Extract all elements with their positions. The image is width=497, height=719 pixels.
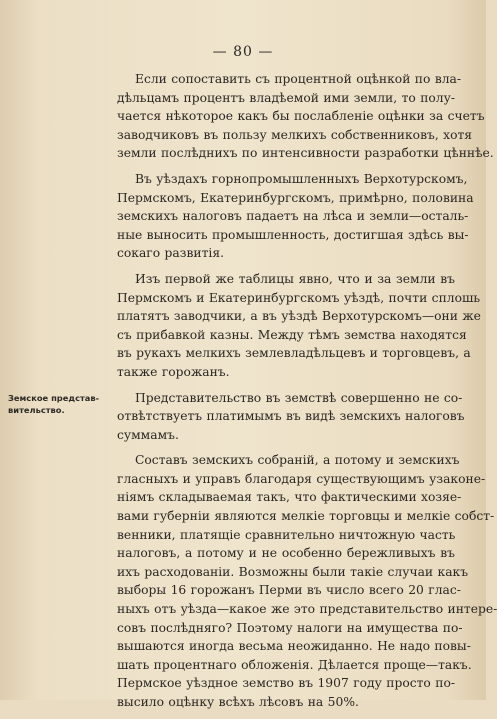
text-line: вами губерніи являются мелкіе торговцы и мелкіе собст- <box>117 509 495 524</box>
text-line: дѣльцамъ процентъ владѣемой ими земли, то полу- <box>117 90 455 105</box>
text-line: Представительство въ земствѣ совершенно не со- <box>135 390 463 405</box>
faint-stamp-mark <box>44 86 114 108</box>
text-line: Составъ земскихъ собраній, а потому и земскихъ <box>135 453 460 468</box>
text-line: Пермскомъ и Екатеринбургскомъ уѣздѣ, почти сплошь <box>117 290 481 305</box>
paragraph <box>117 451 497 711</box>
text-line: Пермскомъ, Екатеринбургскомъ, примѣрно, половина <box>117 190 474 205</box>
text-line: гласныхъ и управъ благодаря существующимъ узаконе- <box>117 471 486 486</box>
text-line: высило оцѣнку всѣхъ лѣсовъ на 50%. <box>117 695 359 709</box>
text-line: венники, платящіе сравнительно ничтожную часть <box>117 527 456 542</box>
text-line: Если сопоставить съ процентной оцѣнкой по вла- <box>135 72 462 86</box>
text-line: сокаго развитія. <box>117 246 224 261</box>
text-line: Пермское уѣздное земство въ 1907 году просто по- <box>117 676 455 691</box>
text-line: ные выносить промышленность, достигшая здѣсь вы- <box>117 227 469 242</box>
text-line: земли послѣднихъ по интенсивности разработки цѣннѣе. <box>117 146 494 161</box>
text-line: выборы 16 горожанъ Перми въ число всего 20 глас- <box>117 583 461 598</box>
page-number: — 80 — <box>212 44 274 60</box>
text-line: ніямъ складываемая такъ, что фактическими хозяе- <box>117 490 462 505</box>
text-line: шать процентнаго обложенія. Дѣлается проще—такъ. <box>117 657 472 672</box>
text-line: также горожанъ. <box>117 364 230 379</box>
text-line: вышаются иногда весьма неожиданно. Не надо повы- <box>117 639 471 654</box>
text-line: въ рукахъ мелкихъ землевладѣльцевъ и торговцевъ, а <box>117 346 471 361</box>
text-line: съ прибавкой казны. Между тѣмъ земства находятся <box>117 327 467 342</box>
paragraph <box>117 70 494 163</box>
text-line: совъ послѣдняго? Поэтому налоги на имущества по- <box>117 620 463 635</box>
text-line: налоговъ, а потому и не особенно бережливыхъ въ <box>117 546 455 561</box>
text-line: ихъ расходованіи. Возможны были такіе случаи какъ <box>117 564 469 579</box>
text-line: заводчиковъ въ пользу мелкихъ собственниковъ, хотя <box>117 127 473 142</box>
text-line: платятъ заводчики, а въ уѣздѣ Верхотурскомъ—они же <box>117 309 481 324</box>
text-line: Изъ первой же таблицы явно, что и за земли въ <box>135 271 455 286</box>
text-line: ныхъ отъ уѣзда—какое же это представительство интере- <box>117 602 497 617</box>
margin-note-line: вительство. <box>8 405 65 415</box>
margin-note-line: Земское представ- <box>8 393 100 403</box>
paragraph <box>117 270 481 382</box>
text-line: чается нѣкоторое какъ бы послабленіе оцѣнки за счетъ <box>117 109 485 124</box>
paragraph <box>117 170 474 263</box>
text-line: отвѣтствуетъ платимымъ въ видѣ земскихъ налоговъ <box>117 409 465 424</box>
text-line: суммамъ. <box>117 427 179 442</box>
paragraph <box>117 389 465 445</box>
margin-note <box>8 392 104 416</box>
body-text <box>117 70 497 719</box>
text-line: земскихъ налоговъ падаетъ на лѣса и земли—осталь- <box>117 209 469 224</box>
text-line: Въ уѣздахъ горнопромышленныхъ Верхотурскомъ, <box>135 171 468 186</box>
